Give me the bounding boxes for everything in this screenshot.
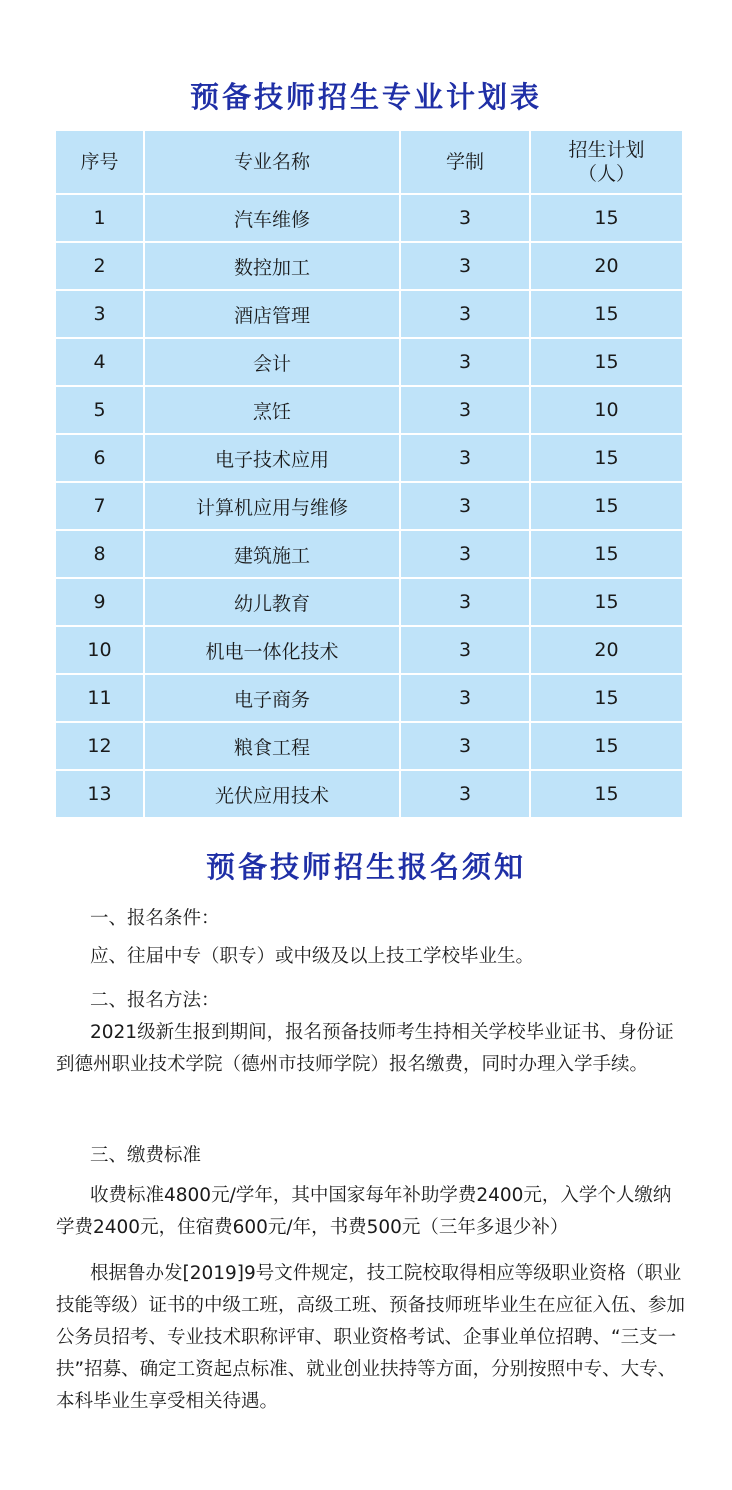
cell-years: 3 xyxy=(400,626,530,674)
cell-no: 12 xyxy=(56,722,144,770)
notice-title: 预备技师招生报名须知 xyxy=(205,850,526,884)
header-years: 学制 xyxy=(400,131,530,194)
cell-no: 13 xyxy=(56,770,144,817)
cell-name: 烹饪 xyxy=(144,386,400,434)
cell-no: 5 xyxy=(56,386,144,434)
cell-no: 6 xyxy=(56,434,144,482)
cell-plan: 15 xyxy=(530,482,682,530)
cell-plan: 10 xyxy=(530,386,682,434)
cell-no: 3 xyxy=(56,290,144,338)
cell-plan: 15 xyxy=(530,194,682,242)
table-row xyxy=(56,434,682,482)
cell-name: 幼儿教育 xyxy=(144,578,400,626)
cell-years: 3 xyxy=(400,770,530,817)
header-plan xyxy=(530,131,682,194)
cell-no: 4 xyxy=(56,338,144,386)
cell-plan: 15 xyxy=(530,578,682,626)
section2-heading: 二、报名方法： xyxy=(90,990,220,1011)
section1-text: 应、往届中专（职专）或中级及以上技工学校毕业生。 xyxy=(90,946,535,967)
cell-years: 3 xyxy=(400,482,530,530)
plan-table-title: 预备技师招生专业计划表 xyxy=(189,80,542,114)
cell-no: 11 xyxy=(56,674,144,722)
cell-name: 酒店管理 xyxy=(144,290,400,338)
cell-name: 机电一体化技术 xyxy=(144,626,400,674)
table-row xyxy=(56,770,682,817)
cell-no: 9 xyxy=(56,578,144,626)
cell-plan: 15 xyxy=(530,338,682,386)
cell-years: 3 xyxy=(400,530,530,578)
table-header-row xyxy=(56,131,682,194)
cell-plan: 15 xyxy=(530,530,682,578)
section2-text: 2021级新生报到期间，报名预备技师考生持相关学校毕业证书、身份证到德州职业技术学院（德州市技师学院）报名缴费，同时办理入学手续。 xyxy=(56,1022,674,1075)
header-name: 专业名称 xyxy=(144,131,400,194)
cell-years: 3 xyxy=(400,290,530,338)
section1-heading: 一、报名条件： xyxy=(90,908,220,929)
cell-name: 电子商务 xyxy=(144,674,400,722)
cell-name: 光伏应用技术 xyxy=(144,770,400,817)
cell-plan: 15 xyxy=(594,783,619,805)
header-no: 序号 xyxy=(56,131,144,194)
cell-plan: 15 xyxy=(530,434,682,482)
cell-years: 3 xyxy=(400,434,530,482)
cell-years: 3 xyxy=(400,674,530,722)
cell-years: 3 xyxy=(400,386,530,434)
cell-name: 计算机应用与维修 xyxy=(144,482,400,530)
cell-plan: 15 xyxy=(530,674,682,722)
cell-plan: 20 xyxy=(530,626,682,674)
table-row xyxy=(56,338,682,386)
cell-name: 会计 xyxy=(144,338,400,386)
table-row xyxy=(56,674,682,722)
table-row xyxy=(56,626,682,674)
table-row xyxy=(56,530,682,578)
section3-text2: 根据鲁办发[2019]9号文件规定，技工院校取得相应等级职业资格（职业技能等级）证书的中级工班，高级工班、预备技师班毕业生在应征入伍、参加公务员招考、专业技术职称评审、职业资格考试、企事业单位招聘、“三支一扶”招募、确定工资起点标准、就业创业扶持等方面，分别按照中专、大专、本科毕业生享受相关待遇。 xyxy=(56,1263,686,1412)
cell-name: 汽车维修 xyxy=(144,194,400,242)
cell-name: 电子技术应用 xyxy=(144,434,400,482)
cell-plan: 20 xyxy=(530,242,682,290)
cell-name: 数控加工 xyxy=(144,242,400,290)
cell-years: 3 xyxy=(400,338,530,386)
cell-no: 1 xyxy=(56,194,144,242)
plan-table xyxy=(56,131,682,817)
header-plan-line2: （人） xyxy=(577,163,635,185)
cell-no: 8 xyxy=(56,530,144,578)
header-plan-line1: 招生计划 xyxy=(568,139,645,161)
table-row xyxy=(56,242,682,290)
section3-heading: 三、缴费标准 xyxy=(90,1145,202,1166)
cell-no: 2 xyxy=(56,242,144,290)
table-row xyxy=(56,194,682,242)
cell-no: 7 xyxy=(56,482,144,530)
table-row xyxy=(56,290,682,338)
cell-years: 3 xyxy=(400,194,530,242)
cell-years: 3 xyxy=(400,578,530,626)
cell-years: 3 xyxy=(400,722,530,770)
table-row xyxy=(56,578,682,626)
section3-text1: 收费标准4800元/学年，其中国家每年补助学费2400元，入学个人缴纳学费2400元，住宿费600元/年，书费500元（三年多退少补） xyxy=(56,1185,672,1238)
cell-name: 粮食工程 xyxy=(144,722,400,770)
table-row xyxy=(56,722,682,770)
table-row xyxy=(56,482,682,530)
cell-plan: 15 xyxy=(530,722,682,770)
cell-plan: 15 xyxy=(530,290,682,338)
table-row xyxy=(56,386,682,434)
cell-years: 3 xyxy=(400,242,530,290)
cell-name: 建筑施工 xyxy=(144,530,400,578)
cell-no: 10 xyxy=(56,626,144,674)
